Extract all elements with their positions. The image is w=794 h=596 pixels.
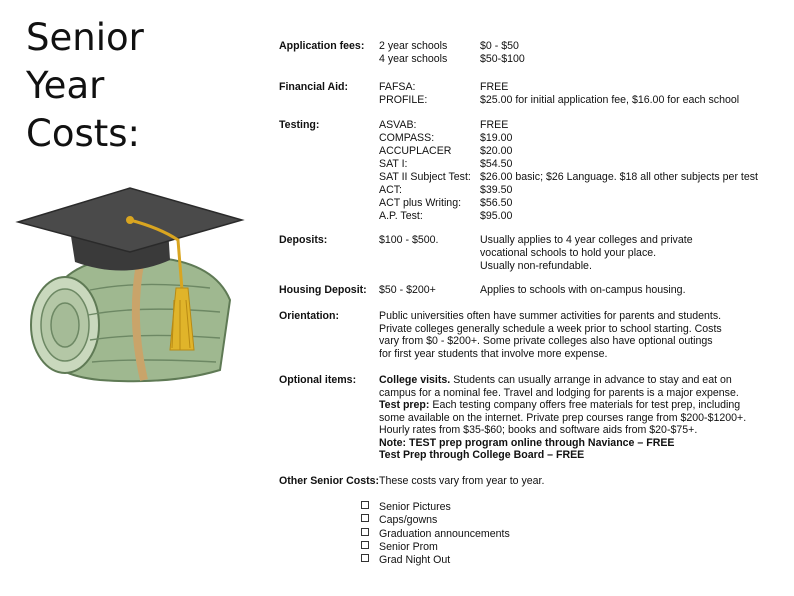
test-item-name: SAT I: xyxy=(379,158,408,170)
fee-item-name: 2 year schools xyxy=(379,40,448,52)
checkbox-icon xyxy=(361,514,369,522)
test-item-name: ACT plus Writing: xyxy=(379,197,462,209)
title-line-3: Costs: xyxy=(26,112,140,155)
test-item-cost: $19.00 xyxy=(480,132,513,144)
application-fees-label: Application fees: xyxy=(279,40,365,52)
optional-line: campus for a nominal fee. Travel and lodging for parents is a major expense. xyxy=(379,386,739,399)
test-item-cost: $54.50 xyxy=(480,158,513,170)
fee-item-name: 4 year schools xyxy=(379,53,448,65)
test-item-name: ACCUPLACER xyxy=(379,145,452,157)
slide-title xyxy=(26,14,226,158)
aid-item-name: PROFILE: xyxy=(379,94,428,106)
other-costs-note: These costs vary from year to year. xyxy=(379,475,545,487)
optional-items-label: Optional items: xyxy=(279,374,357,386)
test-item-cost: $39.50 xyxy=(480,184,513,196)
test-item-name: SAT II Subject Test: xyxy=(379,171,471,183)
orientation-line: vary from $0 - $200+. Some private colleges also have optional outings xyxy=(379,335,713,347)
test-prep-heading: Test prep: xyxy=(379,399,430,411)
college-board-note: Test Prep through College Board – FREE xyxy=(379,449,585,461)
orientation-line: Public universities often have summer activities for parents and students. xyxy=(379,310,722,322)
orientation-line: for first year students that involve more expense. xyxy=(379,347,608,360)
checkbox-icon xyxy=(361,554,369,562)
deposits-note: Usually applies to 4 year colleges and private xyxy=(480,234,693,246)
checklist-item xyxy=(361,541,510,554)
other-costs-checklist xyxy=(361,501,510,567)
test-item-cost: $56.50 xyxy=(480,197,513,209)
fee-item-cost: $0 - $50 xyxy=(480,40,519,52)
checklist-item-label: Senior Pictures xyxy=(379,501,451,513)
test-prep-line xyxy=(379,399,789,412)
checklist-item-label: Caps/gowns xyxy=(379,514,438,527)
college-visits-heading: College visits. xyxy=(379,374,451,386)
checklist-item-label: Grad Night Out xyxy=(379,554,451,567)
optional-line: some available on the internet. Private prep courses range from $200-$1200+. xyxy=(379,411,747,424)
college-visits-line xyxy=(379,374,789,387)
test-item-name: ASVAB: xyxy=(379,119,417,131)
test-item-name: A.P. Test: xyxy=(379,210,423,222)
aid-item-cost: FREE xyxy=(480,81,509,93)
housing-deposit-label: Housing Deposit: xyxy=(279,284,367,296)
housing-deposit-note: Applies to schools with on-campus housing. xyxy=(480,284,686,296)
naviance-note: Note: TEST prep program online through Naviance – FREE xyxy=(379,436,675,449)
deposits-range: $100 - $500. xyxy=(379,234,439,246)
aid-item-name: FAFSA: xyxy=(379,81,416,93)
aid-item-cost: $25.00 for initial application fee, $16.00 for each school xyxy=(480,94,740,106)
optional-items-text xyxy=(379,374,789,462)
orientation-text xyxy=(379,310,789,360)
graduation-cap-money-roll-icon xyxy=(10,180,250,400)
deposits-note: Usually non-refundable. xyxy=(480,260,592,272)
checkbox-icon xyxy=(361,541,369,549)
orientation-line: Private colleges generally schedule a week prior to school starting. Costs xyxy=(379,322,722,335)
checklist-item xyxy=(361,514,510,527)
test-item-cost: $95.00 xyxy=(480,210,513,222)
test-item-cost: $26.00 basic; $26 Language. $18 all other subjects per test xyxy=(480,171,758,183)
title-line-1: Senior xyxy=(26,16,144,59)
testing-label: Testing: xyxy=(279,119,320,131)
college-visits-text: Students can usually arrange in advance to stay and eat on xyxy=(450,374,732,386)
checklist-item xyxy=(361,528,510,541)
deposits-note: vocational schools to hold your place. xyxy=(480,247,657,259)
title-line-2: Year xyxy=(26,64,105,107)
optional-line: Hourly rates from $35-$60; books and software aids from $20-$75+. xyxy=(379,424,698,436)
checkbox-icon xyxy=(361,528,369,536)
orientation-label: Orientation: xyxy=(279,310,340,322)
fee-item-cost: $50-$100 xyxy=(480,53,525,65)
test-item-name: COMPASS: xyxy=(379,132,435,144)
checklist-item xyxy=(361,554,510,567)
financial-aid-label: Financial Aid: xyxy=(279,81,349,93)
housing-deposit-range: $50 - $200+ xyxy=(379,284,436,296)
deposits-label: Deposits: xyxy=(279,234,328,246)
test-item-cost: FREE xyxy=(480,119,509,131)
test-item-name: ACT: xyxy=(379,184,402,196)
test-item-cost: $20.00 xyxy=(480,145,513,157)
checklist-item-label: Graduation announcements xyxy=(379,527,510,540)
checkbox-icon xyxy=(361,501,369,509)
other-costs-label: Other Senior Costs: xyxy=(279,475,380,487)
test-prep-text: Each testing company offers free materials for test prep, including xyxy=(429,399,741,411)
checklist-item-label: Senior Prom xyxy=(379,540,438,553)
checklist-item xyxy=(361,501,510,514)
